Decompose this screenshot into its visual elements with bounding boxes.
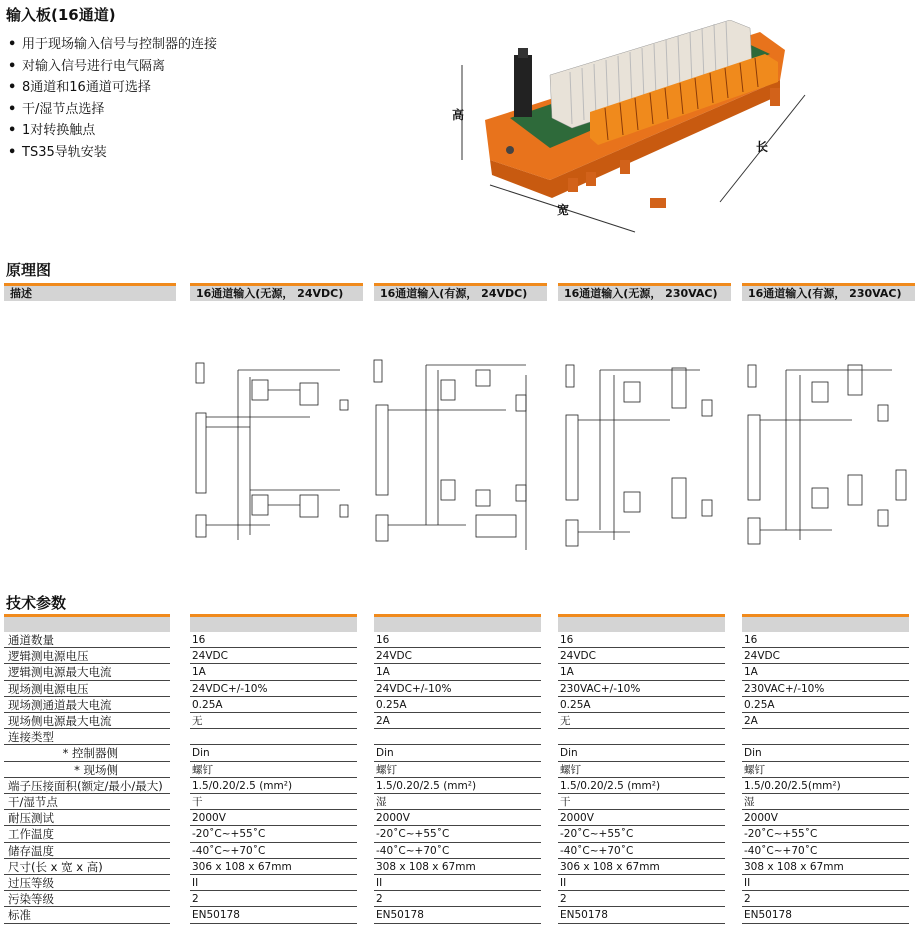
spec-value: -20˚C~+55˚C: [560, 828, 634, 841]
row-divider: [558, 890, 725, 891]
spec-value: 24VDC: [744, 650, 780, 663]
row-divider: [742, 874, 909, 875]
desc-header: 描述: [4, 283, 176, 301]
spec-value: -20˚C~+55˚C: [376, 828, 450, 841]
spec-label: 通道数量: [8, 633, 54, 647]
spec-label: 储存温度: [8, 843, 54, 858]
spec-label: 过压等级: [8, 876, 54, 890]
spec-value: EN50178: [560, 909, 608, 922]
spec-value: Din: [376, 747, 394, 760]
schematic-diagram: [366, 355, 546, 555]
row-divider: [558, 712, 725, 713]
row-divider: [558, 744, 725, 745]
spec-value: II: [376, 877, 383, 889]
row-divider: [190, 874, 357, 875]
row-divider: [190, 663, 357, 664]
row-divider: [558, 793, 725, 794]
spec-label: 连接类型: [8, 730, 54, 745]
specs-header-band: [190, 614, 357, 632]
spec-value: 1A: [376, 666, 390, 679]
spec-value: 无: [560, 715, 571, 727]
spec-value: 16: [192, 634, 206, 646]
row-divider: [190, 923, 357, 924]
spec-value: 螺钉: [376, 763, 397, 776]
row-divider: [558, 663, 725, 664]
spec-value: 308 x 108 x 67mm: [376, 860, 476, 873]
row-divider: [558, 923, 725, 924]
spec-value: -20˚C~+55˚C: [744, 828, 818, 841]
spec-label: 现场侧电源最大电流: [8, 714, 112, 728]
spec-value: 2A: [744, 715, 758, 727]
row-divider: [190, 744, 357, 745]
schematic-col-header: 16通道输入(有源， 230VAC): [742, 283, 915, 301]
page-title: 输入板(16通道): [6, 6, 116, 24]
spec-value: 干: [192, 796, 203, 808]
spec-value: 1A: [192, 666, 206, 679]
row-divider: [742, 761, 909, 762]
spec-value: 螺钉: [192, 763, 213, 776]
spec-value: 1.5/0.20/2.5 (mm²): [560, 779, 661, 792]
row-divider: [374, 663, 541, 664]
spec-value: EN50178: [192, 909, 240, 922]
spec-value: 1.5/0.20/2.5 (mm²): [376, 779, 477, 792]
row-divider: [742, 728, 909, 729]
spec-value: -40˚C~+70˚C: [376, 844, 450, 857]
spec-value: 1A: [744, 666, 758, 679]
spec-value: 2A: [376, 715, 390, 727]
dim-height-label: 高: [452, 108, 465, 122]
dim-length-label: 长: [756, 140, 769, 154]
spec-label: 端子压接面积(额定/最小/最大): [8, 778, 163, 793]
spec-value: 2000V: [744, 812, 778, 825]
list-item: • 8通道和16通道可选择: [8, 80, 151, 95]
row-divider: [190, 712, 357, 713]
spec-value: 24VDC: [192, 650, 228, 663]
spec-value: 湿: [744, 796, 755, 808]
spec-value: 16: [744, 634, 758, 646]
row-divider: [374, 874, 541, 875]
product-image: [440, 20, 820, 245]
schematic-col-header: 16通道输入(无源， 230VAC): [558, 283, 731, 301]
spec-value: 2: [192, 893, 199, 906]
schematic-col-header: 16通道输入(有源， 24VDC): [374, 283, 547, 301]
spec-value: 1.5/0.20/2.5(mm²): [744, 779, 841, 792]
spec-value: Din: [744, 747, 762, 760]
spec-value: 1A: [560, 666, 574, 679]
specs-header-band: [742, 614, 909, 632]
spec-value: 0.25A: [560, 698, 591, 711]
spec-value: 2000V: [192, 812, 226, 825]
specs-header-band: [558, 614, 725, 632]
list-item: • 对输入信号进行电气隔离: [8, 58, 166, 74]
row-divider: [742, 663, 909, 664]
schematic-diagram: [560, 360, 730, 555]
spec-label: 现场测电源电压: [8, 681, 89, 696]
row-divider: [742, 744, 909, 745]
spec-value: -40˚C~+70˚C: [744, 844, 818, 857]
spec-value: Din: [560, 747, 578, 760]
spec-value: 无: [192, 715, 203, 727]
row-divider: [558, 728, 725, 729]
row-divider: [190, 728, 357, 729]
row-divider: [374, 793, 541, 794]
spec-label: 逻辑测电源最大电流: [8, 665, 112, 680]
spec-value: II: [744, 877, 751, 889]
spec-value: 湿: [376, 796, 387, 808]
spec-value: 230VAC+/-10%: [744, 682, 825, 695]
spec-value: -40˚C~+70˚C: [192, 844, 266, 857]
spec-label: 耐压测试: [8, 811, 54, 826]
spec-label: 逻辑测电源电压: [8, 649, 89, 664]
row-divider: [374, 744, 541, 745]
spec-value: 0.25A: [744, 698, 775, 711]
row-divider: [374, 761, 541, 762]
spec-value: 螺钉: [744, 763, 765, 776]
spec-label: 污染等级: [8, 892, 54, 907]
spec-label: * 现场侧: [74, 762, 118, 777]
spec-value: 24VDC+/-10%: [376, 682, 452, 695]
spec-value: 干: [560, 796, 571, 808]
row-divider: [742, 923, 909, 924]
spec-value: -20˚C~+55˚C: [192, 828, 266, 841]
row-divider: [190, 793, 357, 794]
spec-value: EN50178: [376, 909, 424, 922]
feature-list: [8, 34, 217, 163]
specs-header-band: [4, 614, 170, 632]
spec-value: 2: [560, 893, 567, 906]
spec-value: 0.25A: [376, 698, 407, 711]
spec-label: 现场测通道最大电流: [8, 697, 112, 712]
spec-value: 1.5/0.20/2.5 (mm²): [192, 779, 293, 792]
row-divider: [742, 712, 909, 713]
row-divider: [374, 728, 541, 729]
spec-value: 螺钉: [560, 763, 581, 776]
spec-value: EN50178: [744, 909, 792, 922]
row-divider: [190, 890, 357, 891]
row-divider: [374, 890, 541, 891]
row-divider: [558, 761, 725, 762]
row-divider: [742, 793, 909, 794]
row-divider: [374, 923, 541, 924]
spec-value: Din: [192, 747, 210, 760]
schematic-diagram: [742, 360, 912, 555]
spec-value: 308 x 108 x 67mm: [744, 860, 844, 873]
spec-label: * 控制器侧: [62, 746, 118, 761]
spec-value: 2000V: [560, 812, 594, 825]
dim-width-label: 宽: [557, 203, 570, 217]
spec-value: 2: [376, 893, 383, 906]
spec-value: II: [560, 877, 567, 889]
spec-value: 306 x 108 x 67mm: [192, 860, 292, 873]
spec-label: 干/湿节点: [8, 795, 58, 809]
spec-value: -40˚C~+70˚C: [560, 844, 634, 857]
list-item: • TS35导轨安装: [8, 144, 107, 160]
list-item: • 1对转换触点: [8, 123, 96, 138]
list-item: • 干/湿节点选择: [8, 101, 105, 117]
spec-value: 2: [744, 893, 751, 906]
spec-value: 24VDC: [376, 650, 412, 663]
schematic-section-title: 原理图: [6, 261, 52, 279]
row-divider: [190, 761, 357, 762]
row-divider: [374, 712, 541, 713]
row-divider: [558, 874, 725, 875]
schematic-diagram: [190, 355, 360, 550]
schematic-col-header: 16通道输入(无源， 24VDC): [190, 283, 363, 301]
specs-header-band: [374, 614, 541, 632]
spec-value: 24VDC+/-10%: [192, 682, 268, 695]
spec-value: 16: [376, 634, 390, 646]
spec-value: 0.25A: [192, 698, 223, 711]
spec-value: II: [192, 877, 199, 889]
spec-label: 工作温度: [8, 827, 54, 842]
spec-value: 16: [560, 634, 574, 646]
list-item: • 用于现场输入信号与控制器的连接: [8, 37, 218, 52]
row-divider: [742, 890, 909, 891]
spec-label: 尺寸(长 x 宽 x 高): [8, 859, 103, 874]
row-divider: [4, 923, 170, 924]
spec-value: 24VDC: [560, 650, 596, 663]
spec-value: 306 x 108 x 67mm: [560, 860, 660, 873]
spec-value: 230VAC+/-10%: [560, 682, 641, 695]
spec-label: 标准: [8, 908, 31, 923]
spec-value: 2000V: [376, 812, 410, 825]
specs-section-title: 技术参数: [6, 594, 67, 612]
